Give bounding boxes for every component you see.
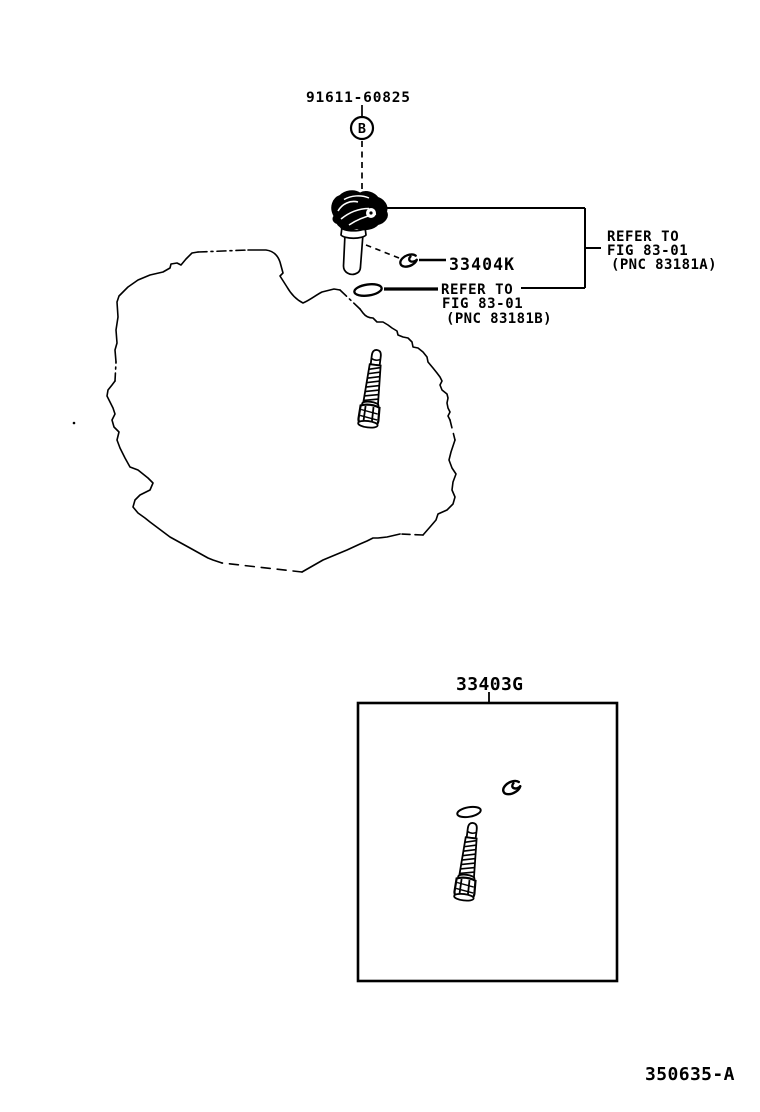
refer-note-a-line1: REFER TO [607,229,680,245]
oring-a-drawing [354,283,383,298]
e-ring-a-drawing [400,254,418,267]
kit-box-contents [454,780,522,902]
kit-box [358,703,617,981]
sensor-sleeve [344,234,364,274]
oring-b-drawing [456,805,481,818]
case-bolt-drawing [358,349,387,429]
e-ring-b-drawing [502,780,521,795]
figure-number: 350635-A [645,1064,735,1085]
leader-bracket-refer-a [383,208,601,288]
refer-note-b-line3: (PNC 83181B) [446,311,552,327]
refer-note-a-line2: FIG 83-01 [607,243,689,259]
balloon-b[interactable] [351,117,373,139]
print-dot [73,422,76,425]
part-number-91611-60825[interactable]: 91611-60825 [306,90,411,106]
transmission-case-outline [107,250,456,572]
speed-sensor-drawing [332,191,388,275]
leader-sensor-to-ering [366,245,399,258]
part-label-33404k[interactable]: 33404K [449,255,516,274]
refer-note-a-line3: (PNC 83181A) [611,257,717,273]
balloon-b-letter: B [357,121,367,137]
kit-bolt-drawing [454,822,483,902]
refer-note-b-line1: REFER TO [441,282,514,298]
kit-label-33403g[interactable]: 33403G [456,674,524,695]
refer-note-b-line2: FIG 83-01 [442,296,524,312]
